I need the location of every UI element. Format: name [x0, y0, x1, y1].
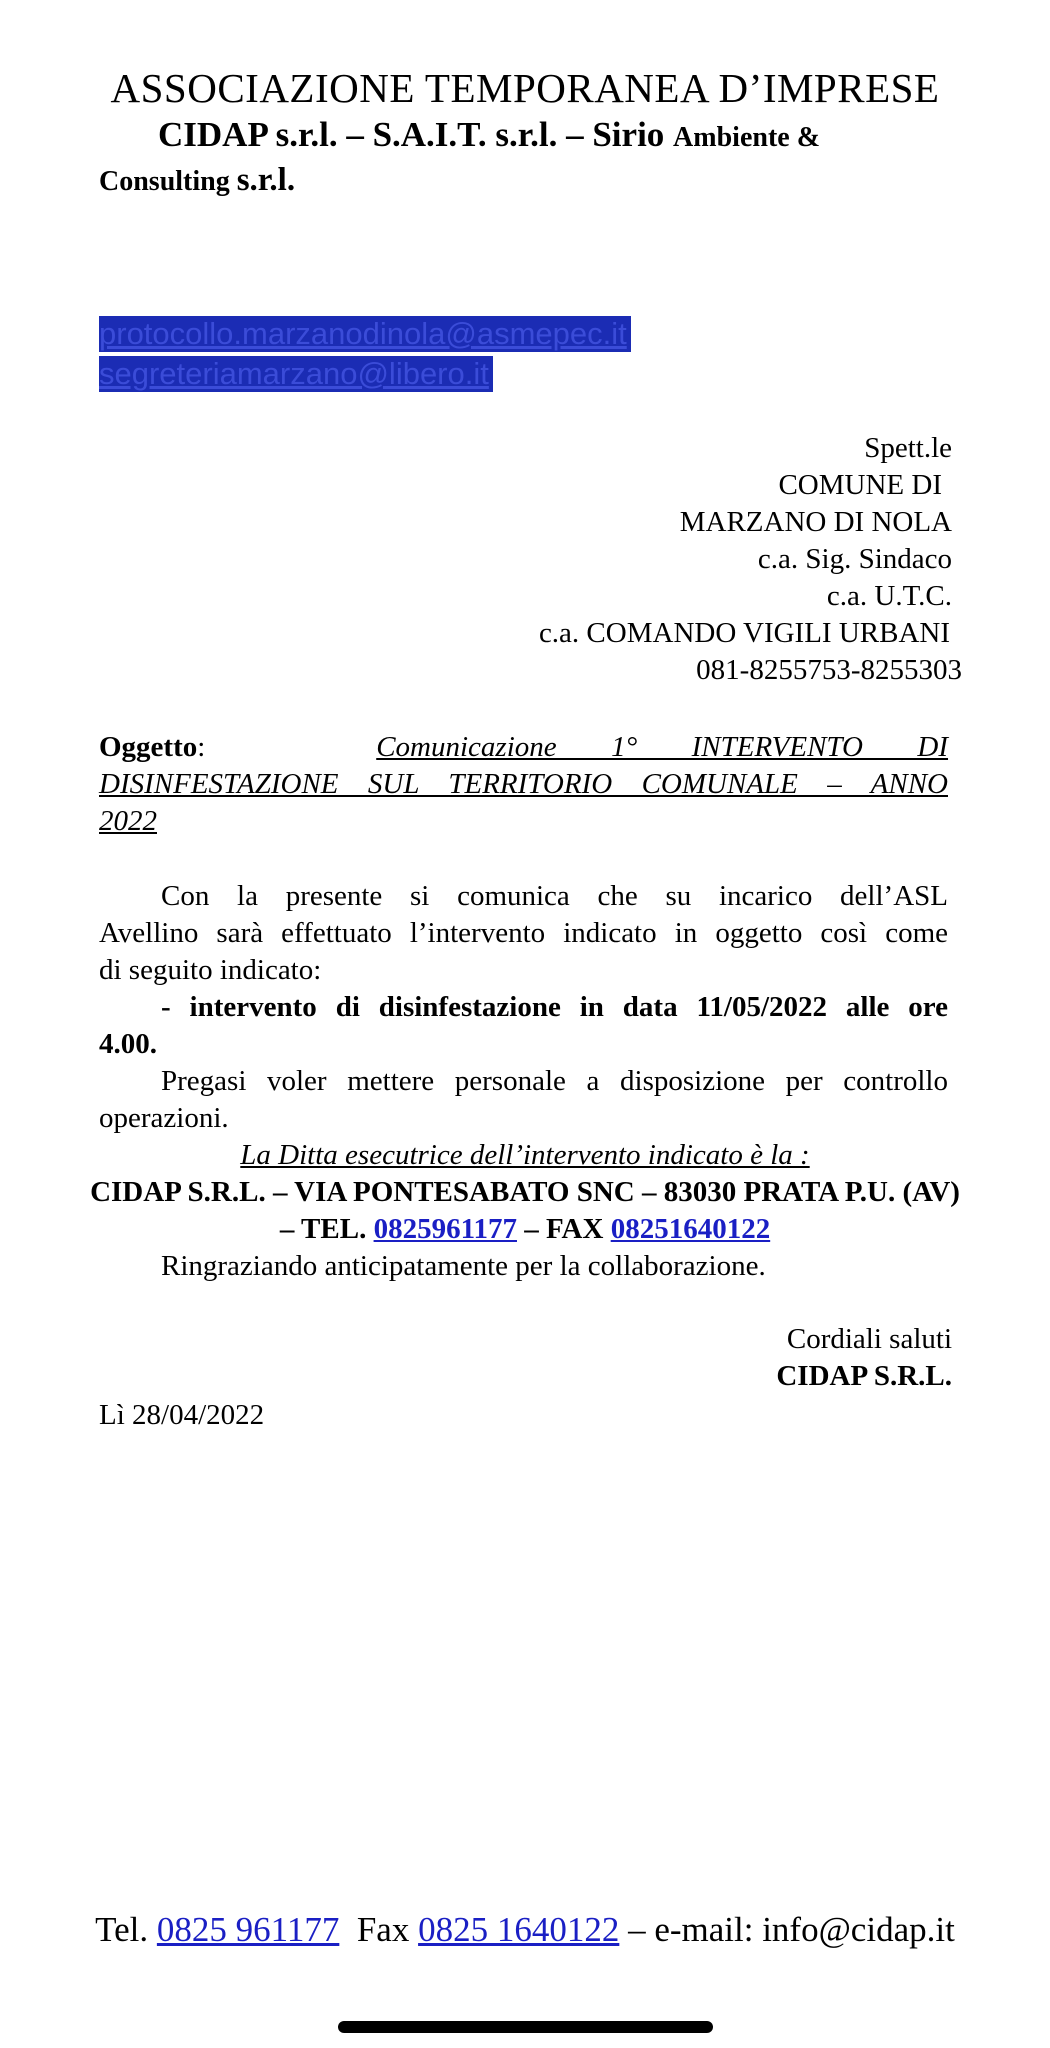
- footer-tel-label: Tel.: [95, 1910, 149, 1949]
- intervention-line-2: 4.00.: [99, 1028, 157, 1060]
- body-p2-line-2: operazioni.: [99, 1102, 229, 1134]
- thanks-line: Ringraziando anticipatamente per la collaborazione.: [161, 1250, 766, 1282]
- address-phone: 081-8255753-8255303: [696, 654, 962, 686]
- body-p1-line-1: Con la presente si comunica che su incarico dell’ASL: [161, 880, 948, 912]
- subject-label: Oggetto: [99, 731, 198, 763]
- companies-line-2: [99, 162, 295, 199]
- subject-line-3: 2022: [99, 805, 157, 837]
- address-line-4: c.a. U.T.C.: [826, 580, 952, 612]
- footer-fax-link[interactable]: 0825 1640122: [418, 1910, 620, 1949]
- company-address: CIDAP S.R.L. – VIA PONTESABATO SNC – 83030 PRATA P.U. (AV): [90, 1176, 960, 1208]
- company-fax-link[interactable]: 08251640122: [610, 1213, 771, 1245]
- address-line-1: COMUNE DI: [778, 469, 942, 501]
- closing-signature: CIDAP S.R.L.: [776, 1360, 952, 1392]
- letter-date: Lì 28/04/2022: [99, 1399, 265, 1431]
- company-contacts: [0, 1211, 1050, 1248]
- footer-tel-link[interactable]: 0825 961177: [156, 1910, 340, 1949]
- footer-contacts: [0, 1910, 1050, 1950]
- address-salutation: Spett.le: [864, 432, 952, 464]
- consulting-text: Consulting: [99, 166, 230, 197]
- companies-small: Ambiente &: [673, 122, 821, 153]
- home-indicator[interactable]: [338, 2021, 713, 2033]
- srl-text: s.r.l.: [236, 162, 296, 198]
- ditta-label: La Ditta esecutrice dell’intervento indicato è la :: [240, 1139, 810, 1171]
- address-line-5: c.a. COMANDO VIGILI URBANI: [538, 617, 950, 649]
- body-p1-line-3: di seguito indicato:: [99, 954, 322, 986]
- subject-line-2: DISINFESTAZIONE SUL TERRITORIO COMUNALE – ANNO: [99, 768, 948, 800]
- footer-fax-label: Fax: [356, 1910, 410, 1949]
- tel-prefix: – TEL.: [279, 1213, 367, 1245]
- footer-email: – e-mail: info@cidap.it: [628, 1910, 955, 1949]
- companies-line: [158, 115, 820, 155]
- email-link-secretary[interactable]: segreteriamarzano@libero.it: [99, 356, 493, 392]
- association-title: ASSOCIAZIONE TEMPORANEA D’IMPRESE: [110, 65, 940, 111]
- address-line-3: c.a. Sig. Sindaco: [757, 543, 952, 575]
- subject-line-1: [99, 729, 948, 766]
- intervention-line-1: - intervento di disinfestazione in data 11/05/2022 alle ore: [161, 991, 948, 1023]
- closing-greeting: Cordiali saluti: [786, 1323, 952, 1355]
- body-p2-line-1: Pregasi voler mettere personale a disposizione per controllo: [161, 1065, 948, 1097]
- address-line-2: MARZANO DI NOLA: [679, 506, 952, 538]
- company-tel-link[interactable]: 0825961177: [373, 1213, 517, 1245]
- email-link-protocol[interactable]: protocollo.marzanodinola@asmepec.it: [99, 316, 631, 352]
- body-p1-line-2: Avellino sarà effettuato l’intervento indicato in oggetto così come: [99, 917, 948, 949]
- subject-text-1: Comunicazione 1° INTERVENTO DI: [376, 731, 949, 763]
- fax-prefix: – FAX: [524, 1213, 604, 1245]
- subject-colon: :: [197, 731, 206, 763]
- companies-main: CIDAP s.r.l. – S.A.I.T. s.r.l. – Sirio: [158, 115, 665, 154]
